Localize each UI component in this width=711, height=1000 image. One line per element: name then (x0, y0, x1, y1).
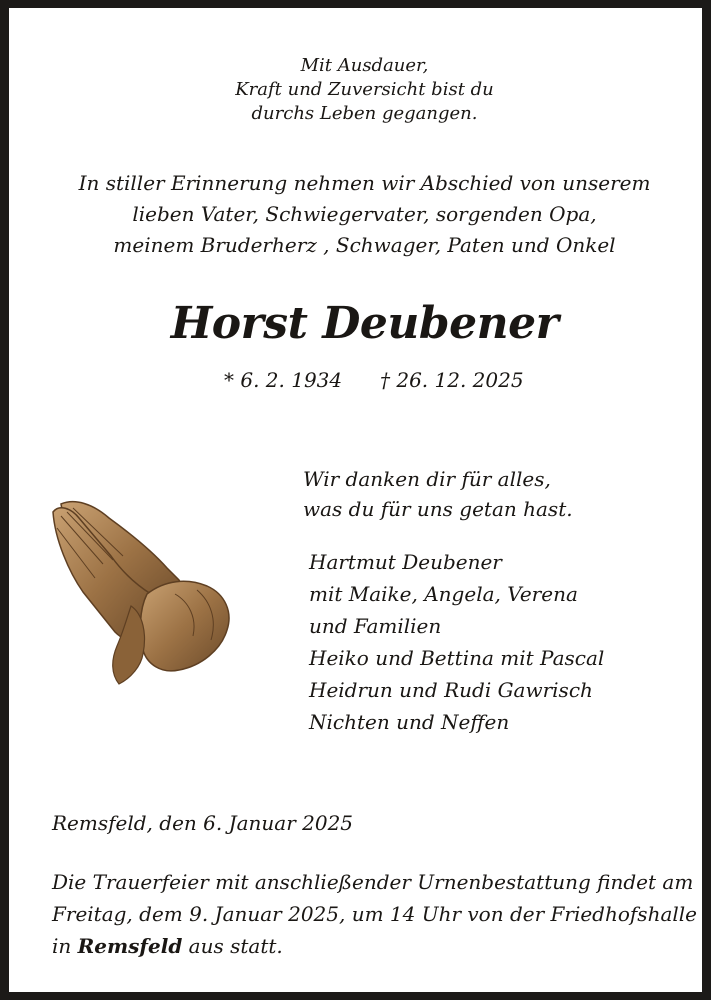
mourner-line: Hartmut Deubener (309, 550, 502, 574)
mourner-line: Heiko und Bettina mit Pascal (309, 646, 605, 670)
motto-verse (9, 54, 711, 126)
thanks-line: Wir danken dir für alles, (303, 467, 551, 491)
mourner-line: und Familien (309, 614, 442, 638)
mourner-line: Heidrun und Rudi Gawrisch (309, 678, 593, 702)
notice-suffix: aus statt. (182, 934, 283, 958)
intro-line: meinem Bruderherz , Schwager, Paten und Onkel (113, 233, 616, 257)
motto-line: Mit Ausdauer, (300, 55, 429, 76)
mourner-line: Nichten und Neffen (309, 710, 510, 734)
intro-line: lieben Vater, Schwiegervater, sorgenden Opa, (132, 202, 597, 226)
mourners-list (309, 546, 604, 738)
notice-line: Die Trauerfeier mit anschließender Urnenbestattung findet am (52, 870, 694, 894)
deceased-name: Horst Deubener (170, 298, 559, 349)
thanks-verse (303, 464, 573, 524)
funeral-place: Remsfeld (77, 934, 183, 958)
funeral-notice (52, 866, 697, 962)
notice-line: Freitag, dem 9. Januar 2025, um 14 Uhr von der Friedhofshalle (52, 902, 697, 926)
notice-line (52, 930, 692, 962)
motto-line: durchs Leben gegangen. (251, 103, 478, 124)
mourner-line: mit Maike, Angela, Verena (309, 582, 578, 606)
intro-text (9, 168, 711, 261)
motto-line: Kraft und Zuversicht bist du (235, 79, 494, 100)
death-date: † 26. 12. 2025 (380, 368, 524, 392)
thanks-line: was du für uns getan hast. (303, 497, 573, 521)
praying-hands-icon (47, 494, 237, 690)
birth-date: * 6. 2. 1934 (224, 368, 343, 392)
place-and-date: Remsfeld, den 6. Januar 2025 (52, 811, 354, 835)
intro-line: In stiller Erinnerung nehmen wir Abschied von unserem (78, 171, 651, 195)
notice-prefix: in (52, 934, 78, 958)
